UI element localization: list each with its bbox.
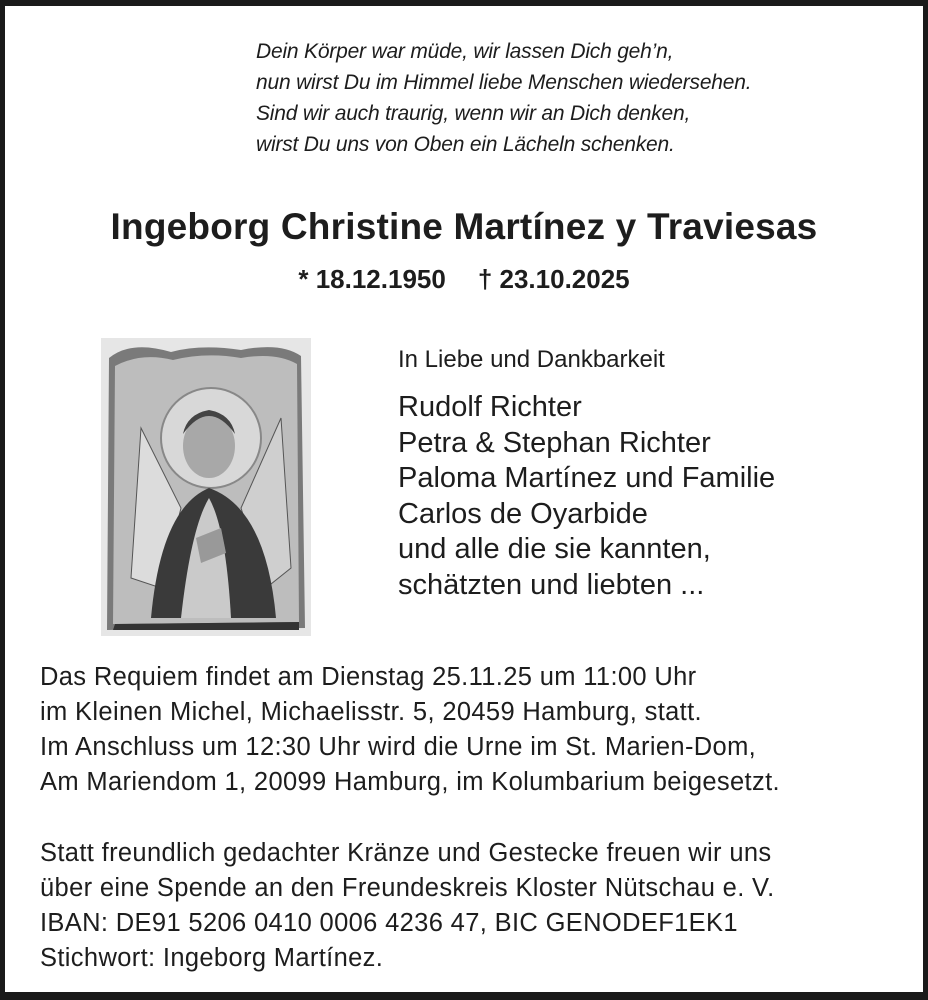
mourner: schätzten und liebten ... (398, 568, 705, 601)
deceased-name: Ingeborg Christine Martínez y Traviesas (110, 206, 818, 247)
life-dates (5, 264, 923, 295)
donation-info (40, 836, 775, 976)
poem-line: nun wirst Du im Himmel liebe Menschen wiedersehen. (256, 71, 752, 94)
birth-date: * 18.12.1950 (298, 264, 446, 294)
donation-line: IBAN: DE91 5206 0410 0006 4236 47, BIC GENODEF1EK1 (40, 909, 738, 937)
mourner: Rudolf Richter (398, 391, 582, 423)
poem-line: Sind wir auch traurig, wenn wir an Dich denken, (256, 102, 691, 125)
donation-line: über eine Spende an den Freundeskreis Kloster Nütschau e. V. (40, 874, 775, 902)
service-info (40, 660, 780, 800)
mourners-list (398, 390, 775, 603)
poem-line: Dein Körper war müde, wir lassen Dich geh’n, (256, 40, 674, 63)
service-line: Am Mariendom 1, 20099 Hamburg, im Kolumbarium beigesetzt. (40, 768, 780, 796)
obituary-notice (5, 6, 923, 992)
mourner: Carlos de Oyarbide (398, 497, 648, 530)
thanks-line: In Liebe und Dankbarkeit (398, 346, 665, 373)
mourner: und alle die sie kannten, (398, 533, 711, 565)
service-line: im Kleinen Michel, Michaelisstr. 5, 20459 Hamburg, statt. (40, 698, 702, 726)
poem-line: wirst Du uns von Oben ein Lächeln schenken. (256, 133, 675, 156)
poem (256, 36, 751, 160)
mourner: Petra & Stephan Richter (398, 426, 711, 459)
service-line: Das Requiem findet am Dienstag 25.11.25 um 11:00 Uhr (40, 663, 697, 691)
mourner: Paloma Martínez und Familie (398, 462, 776, 494)
service-line: Im Anschluss um 12:30 Uhr wird die Urne im St. Marien-Dom, (40, 733, 757, 761)
donation-line: Statt freundlich gedachter Kränze und Gestecke freuen wir uns (40, 839, 772, 867)
donation-line: Stichwort: Ingeborg Martínez. (40, 944, 384, 972)
angel-icon-image (101, 338, 311, 636)
death-date: † 23.10.2025 (477, 264, 630, 294)
